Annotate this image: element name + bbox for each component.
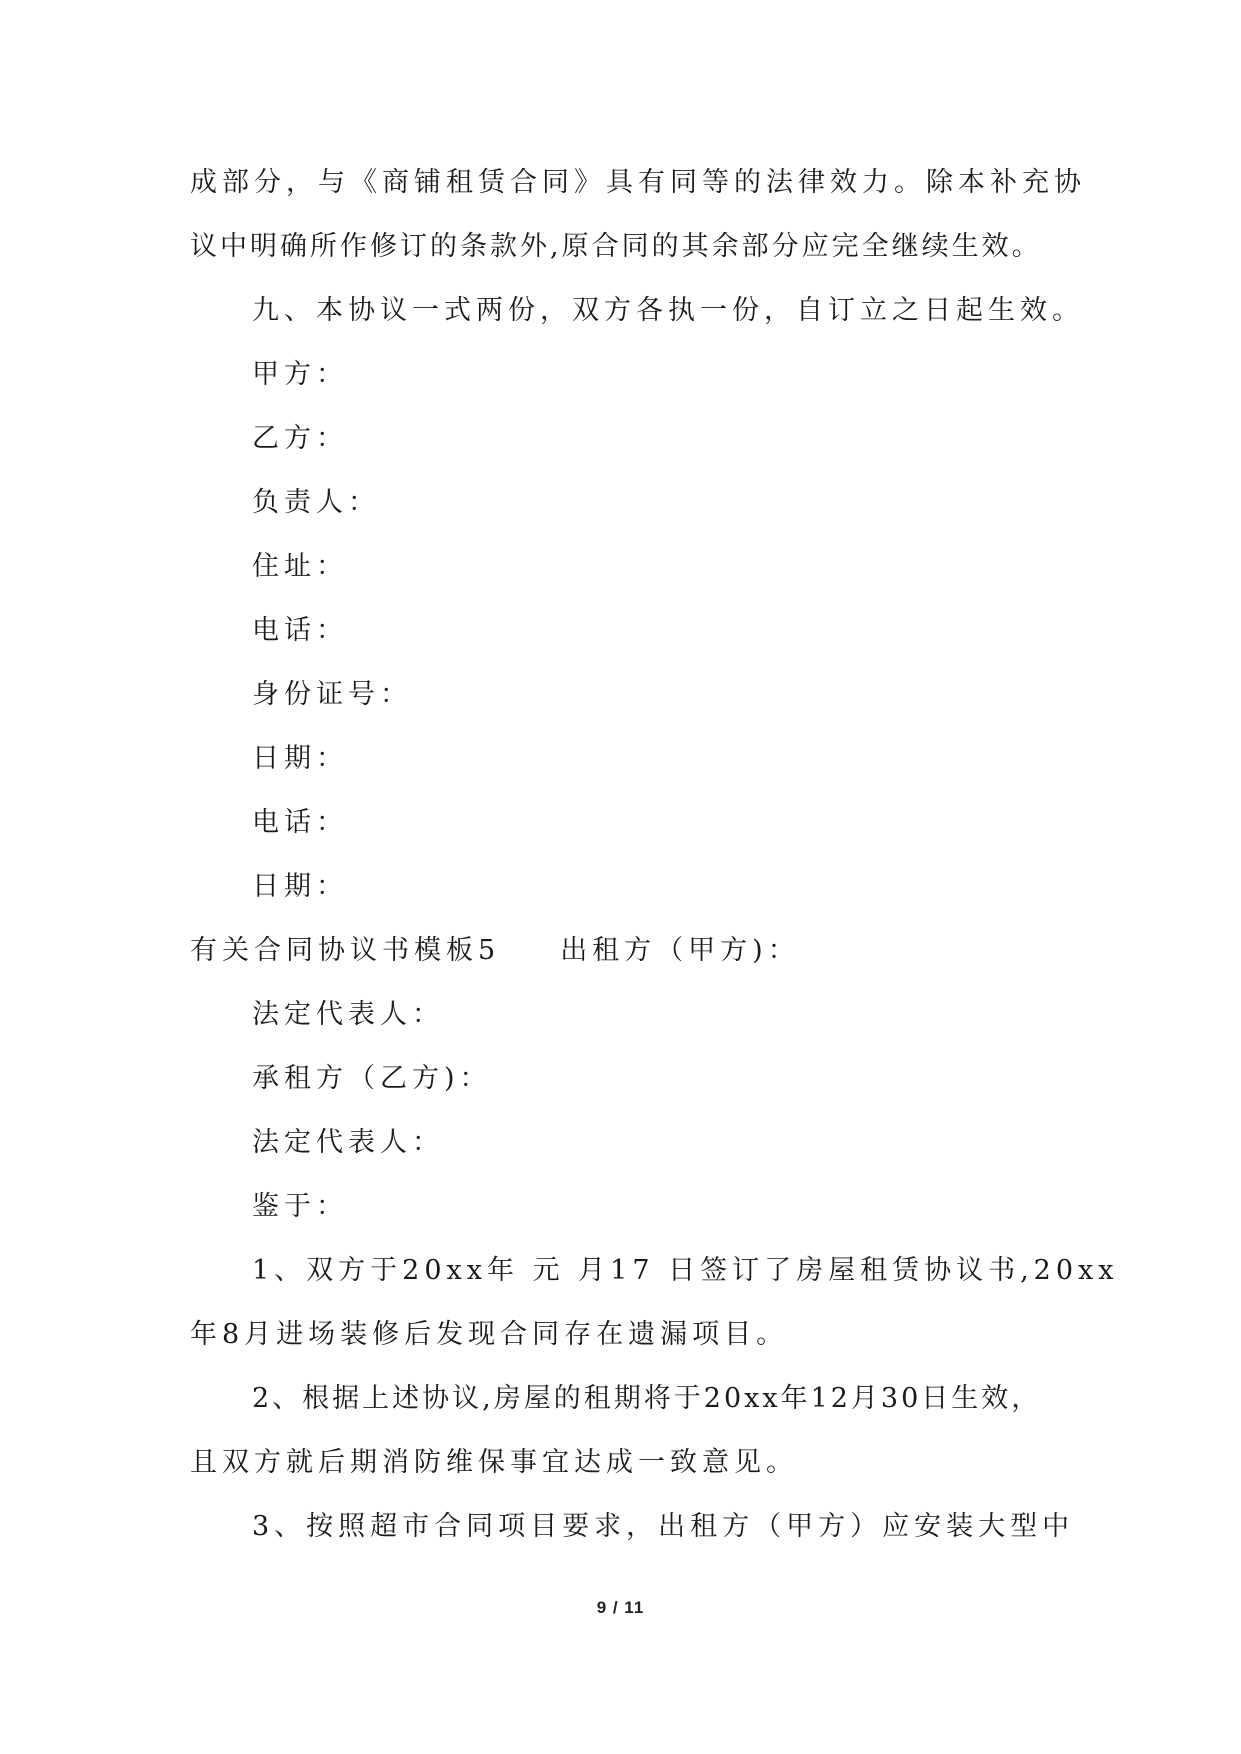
page-number: 9 / 11 (596, 1598, 645, 1617)
recital-two: 2、根据上述协议,房屋的租期将于20xx年12月30日生效， (252, 1383, 1042, 1414)
legal-representative-label: 法定代表人： (252, 999, 444, 1030)
phone-label: 电话： (252, 615, 348, 646)
lessee-label: 承租方（乙方)： (252, 1063, 492, 1094)
address-label: 住址： (252, 551, 348, 582)
section-heading-line (190, 934, 800, 968)
id-number-label: 身份证号： (252, 679, 412, 710)
date-label: 日期： (252, 871, 348, 902)
legal-representative-label: 法定代表人： (252, 1127, 444, 1158)
lessor-label: 出租方（甲方)： (560, 935, 800, 966)
date-label: 日期： (252, 743, 348, 774)
section-heading: 有关合同协议书模板5 (190, 935, 501, 966)
paragraph-line: 议中明确所作修订的条款外,原合同的其余部分应完全继续生效。 (190, 231, 1042, 262)
paragraph-line: 成部分，与《商铺租赁合同》具有同等的法律效力。除本补充协 (190, 167, 1086, 198)
clause-nine: 九、本协议一式两份，双方各执一份，自订立之日起生效。 (252, 295, 1084, 326)
responsible-person-label: 负责人： (252, 487, 380, 518)
whereas-label: 鉴于： (252, 1191, 348, 1222)
recital-one-continued: 年8月进场装修后发现合同存在遗漏项目。 (190, 1319, 789, 1350)
recital-two-continued: 且双方就后期消防维保事宜达成一致意见。 (190, 1447, 798, 1478)
recital-three: 3、按照超市合同项目要求，出租方（甲方）应安装大型中 (252, 1511, 1075, 1542)
recital-one: 1、双方于20xx年 元 月17 日签订了房屋租赁协议书,20xx (252, 1255, 1119, 1286)
party-b-label: 乙方： (252, 423, 348, 454)
party-a-label: 甲方： (252, 359, 348, 390)
phone-label: 电话： (252, 807, 348, 838)
